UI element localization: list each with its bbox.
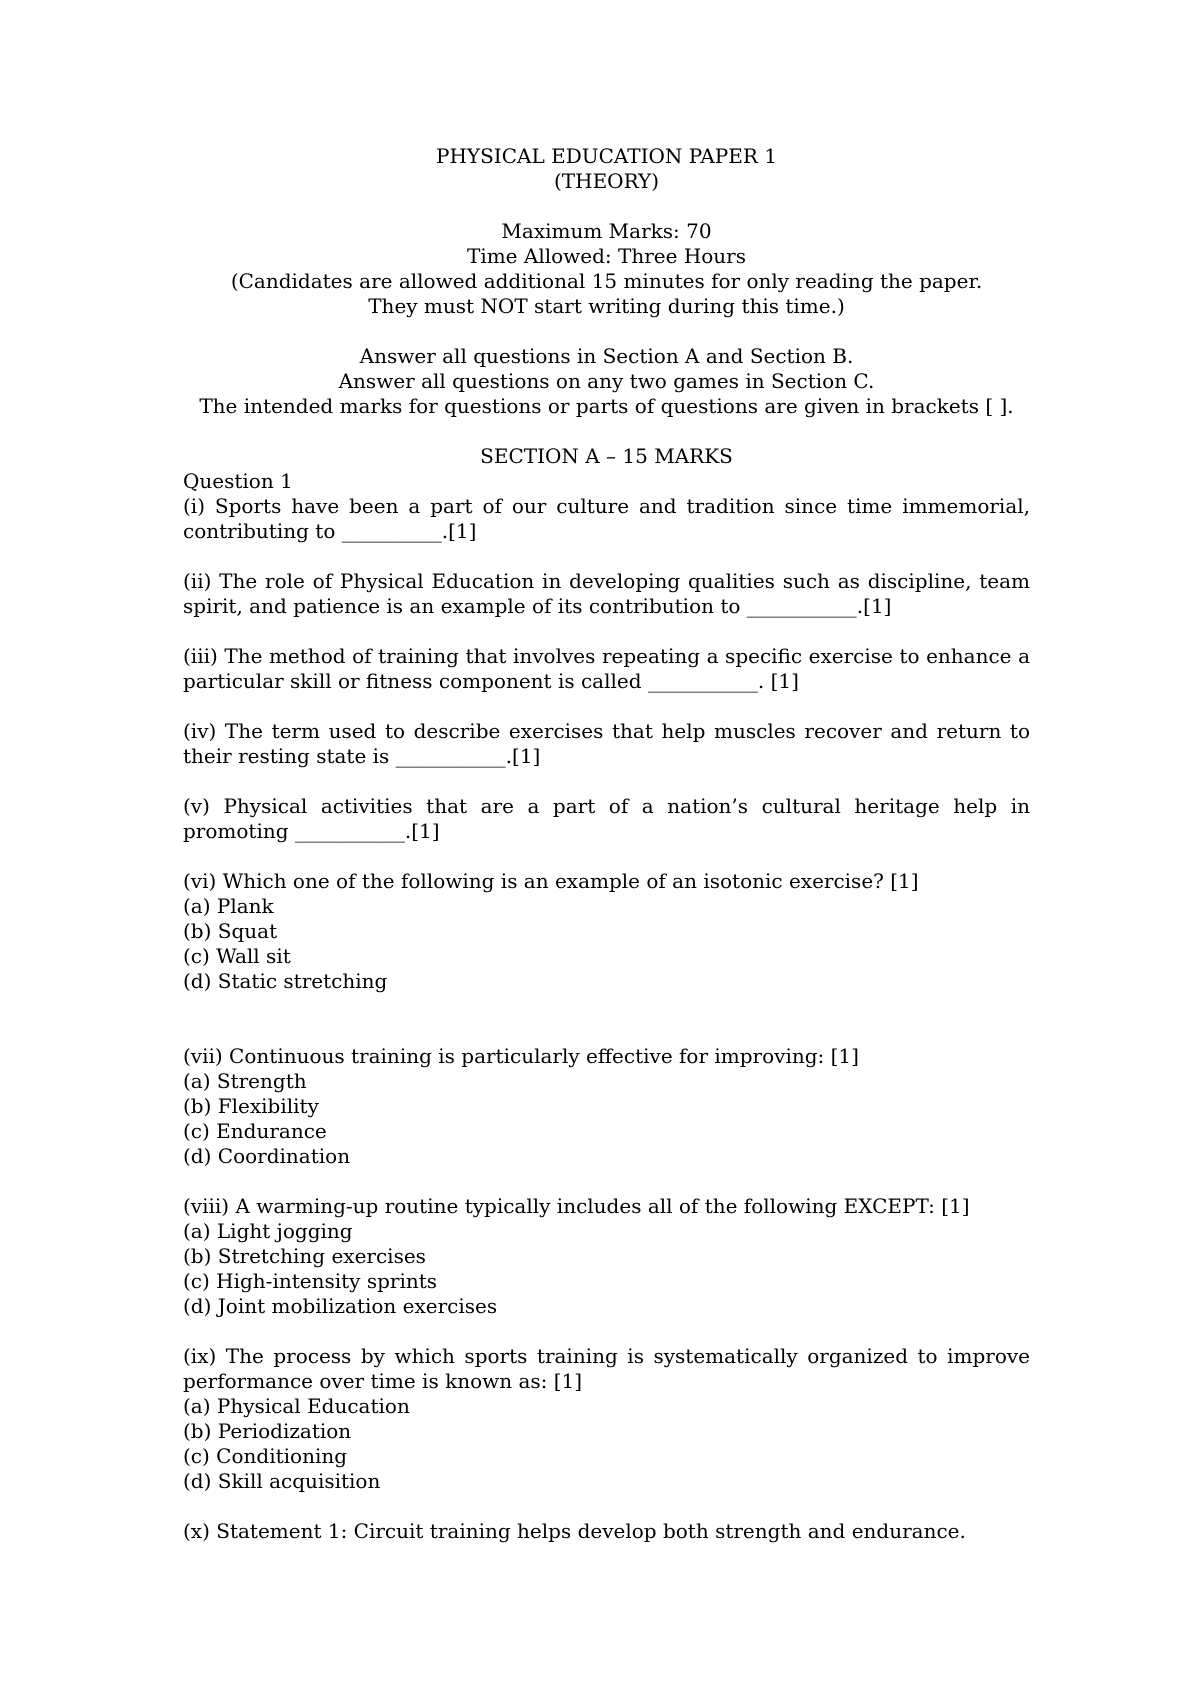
- mcq-option: (a) Physical Education: [183, 1394, 410, 1418]
- mcq-option: (c) High-intensity sprints: [183, 1269, 438, 1293]
- mcq-option: (b) Flexibility: [183, 1094, 319, 1118]
- instruction-2: Answer all questions on any two games in Section C.: [338, 369, 875, 393]
- mcq-vii: [183, 1044, 1030, 1169]
- mcq-ix: [183, 1344, 1030, 1494]
- mcq-option: (c) Wall sit: [183, 944, 291, 968]
- paper-title: PHYSICAL EDUCATION PAPER 1: [436, 144, 777, 168]
- question-item-ii: (ii) The role of Physical Education in developing qualities such as discipline, team spirit, and patience is an example of its contribution to ___________.[1]: [183, 569, 1030, 618]
- mcq-question-text: (viii) A warming-up routine typically includes all of the following EXCEPT: [1]: [183, 1194, 970, 1218]
- question-item-iv: (iv) The term used to describe exercises that help muscles recover and return to their resting state is ___________.[1]: [183, 719, 1030, 768]
- question-label: Question 1: [183, 469, 293, 493]
- mcq-option: (d) Joint mobilization exercises: [183, 1294, 498, 1318]
- instruction-3: The intended marks for questions or parts of questions are given in brackets [ ].: [199, 394, 1014, 418]
- question-item-iii: (iii) The method of training that involves repeating a specific exercise to enhance a particular skill or fitness component is called ___________. [1]: [183, 644, 1030, 693]
- reading-note-line-2: They must NOT start writing during this time.): [368, 294, 845, 318]
- mcq-option: (a) Light jogging: [183, 1219, 353, 1243]
- maximum-marks: Maximum Marks: 70: [501, 219, 712, 243]
- mcq-option: (c) Conditioning: [183, 1444, 348, 1468]
- mcq-question-text: (vii) Continuous training is particularly effective for improving: [1]: [183, 1044, 859, 1068]
- mcq-option: (d) Coordination: [183, 1144, 351, 1168]
- exam-page: [183, 144, 1030, 1544]
- question-item-x: (x) Statement 1: Circuit training helps develop both strength and endurance.: [183, 1519, 966, 1543]
- time-allowed: Time Allowed: Three Hours: [466, 244, 747, 268]
- instruction-1: Answer all questions in Section A and Section B.: [359, 344, 854, 368]
- paper-subtitle: (THEORY): [553, 169, 660, 193]
- mcq-option: (a) Plank: [183, 894, 274, 918]
- mcq-option: (b) Stretching exercises: [183, 1244, 426, 1268]
- reading-note-line-1: (Candidates are allowed additional 15 minutes for only reading the paper.: [230, 269, 983, 293]
- mcq-option: (a) Strength: [183, 1069, 307, 1093]
- section-a-heading: SECTION A – 15 MARKS: [480, 444, 733, 468]
- question-item-i: (i) Sports have been a part of our culture and tradition since time immemorial, contributing to __________.[1]: [183, 494, 1030, 543]
- mcq-option: (d) Static stretching: [183, 969, 388, 993]
- mcq-option: (b) Squat: [183, 919, 278, 943]
- mcq-question-text: (vi) Which one of the following is an example of an isotonic exercise? [1]: [183, 869, 919, 893]
- mcq-option: (c) Endurance: [183, 1119, 327, 1143]
- question-item-v: (v) Physical activities that are a part of a nation’s cultural heritage help in promoting ___________.[1]: [183, 794, 1030, 843]
- mcq-option: (b) Periodization: [183, 1419, 352, 1443]
- mcq-option: (d) Skill acquisition: [183, 1469, 381, 1493]
- mcq-question-text: (ix) The process by which sports training is systematically organized to improve performance over time is known as: [1]: [183, 1344, 1030, 1393]
- mcq-viii: [183, 1194, 1030, 1319]
- mcq-vi: [183, 869, 1030, 994]
